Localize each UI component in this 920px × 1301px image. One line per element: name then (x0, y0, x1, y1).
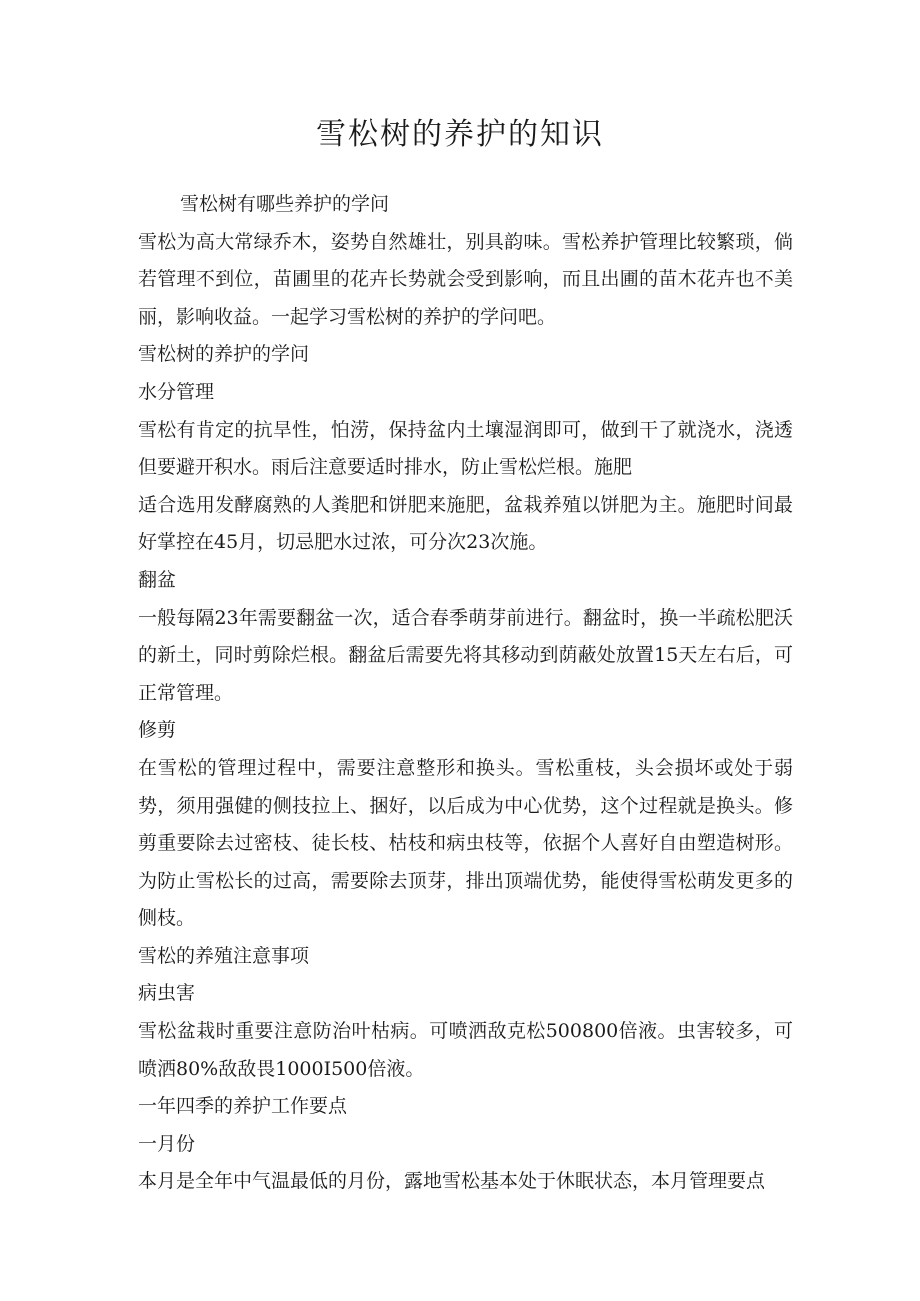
paragraph-repot: 一般每隔23年需要翻盆一次，适合春季萌芽前进行。翻盆时，换一半疏松肥沃的新土，同时剪除烂根。翻盆后需要先将其移动到荫蔽处放置15天左右后，可正常管理。 (138, 606, 793, 704)
subheading-pests: 病虫害 (138, 982, 196, 1005)
subheading-prune: 修剪 (138, 719, 177, 742)
paragraph-prune: 在雪松的管理过程中，需要注意整形和换头。雪松重枝，头会损坏或处于弱势，须用强健的侧技拉上、捆好，以后成为中心优势，这个过程就是换头。修剪重要除去过密枝、徒长枝、枯枝和病虫枝等，依据个人喜好自由塑造树形。为防止雪松长的过高，需要除去顶芽，排出顶端优势，能使得雪松萌发更多的侧枝。 (138, 756, 793, 930)
document-body (138, 186, 793, 1201)
section-heading-seasons: 一年四季的养护工作要点 (138, 1095, 348, 1118)
paragraph-water: 雪松有肯定的抗旱性，怕涝，保持盆内土壤湿润即可，做到干了就浇水，浇透但要避开积水。雨后注意要适时排水，防止雪松烂根。施肥 (138, 418, 793, 479)
subheading-water: 水分管理 (138, 380, 215, 403)
paragraph-fertilizer: 适合选用发酵腐熟的人粪肥和饼肥来施肥，盆栽养殖以饼肥为主。施肥时间最好掌控在45月，切忌肥水过浓，可分次23次施。 (138, 493, 793, 554)
section-heading-intro: 雪松树有哪些养护的学问 (180, 193, 390, 215)
paragraph-pests: 雪松盆栽时重要注意防治叶枯病。可喷洒敌克松500800倍液。虫害较多，可喷洒80%敌敌畏1000I500倍液。 (138, 1020, 793, 1080)
paragraph-january: 本月是全年中气温最低的月份，露地雪松基本处于休眠状态，本月管理要点 (138, 1170, 766, 1193)
paragraph-intro: 雪松为高大常绿乔木，姿势自然雄壮，别具韵味。雪松养护管理比较繁琐，倘若管理不到位，苗圃里的花卉长势就会受到影响，而且出圃的苗木花卉也不美丽，影响收益。一起学习雪松树的养护的学问吧。 (138, 230, 793, 328)
section-heading-notes: 雪松的养殖注意事项 (138, 944, 310, 967)
subheading-january: 一月份 (138, 1132, 196, 1155)
subheading-repot: 翻盆 (138, 568, 177, 591)
page-title: 雪松树的养护的知识 (316, 117, 604, 152)
section-heading-knowledge: 雪松树的养护的学问 (138, 343, 310, 366)
